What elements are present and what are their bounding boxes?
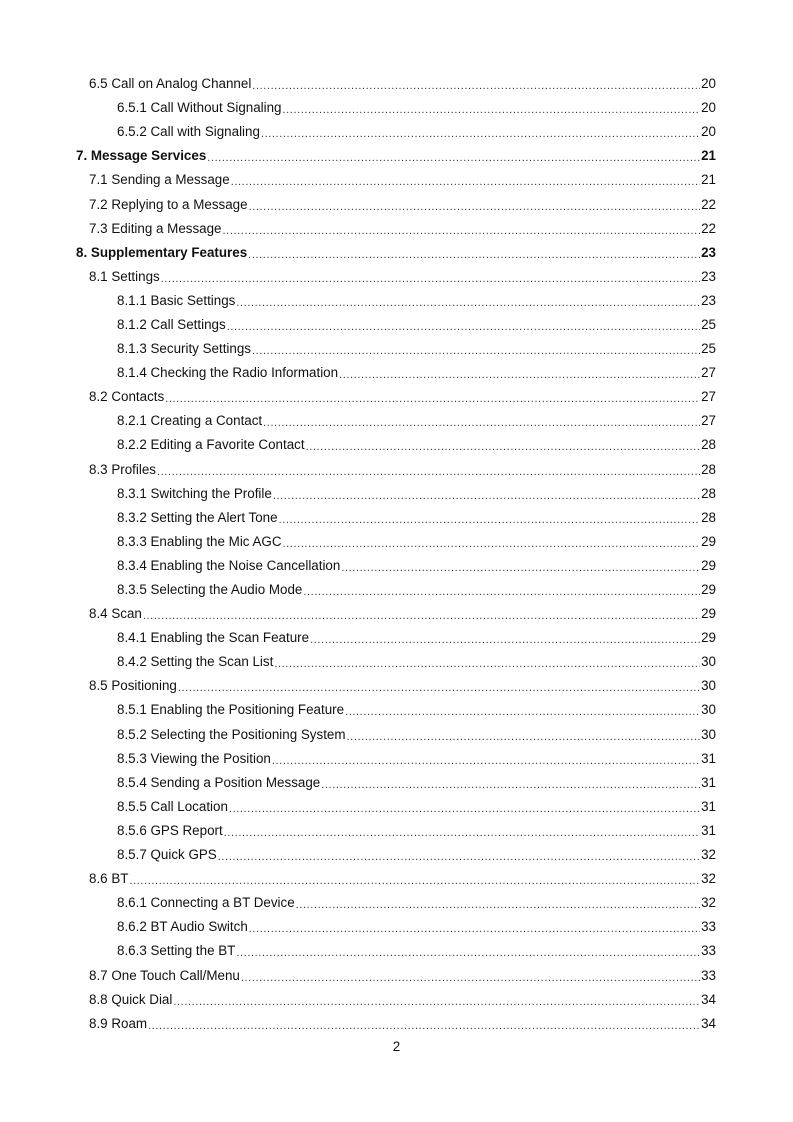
toc-entry-page: 20 bbox=[701, 76, 716, 92]
toc-entry[interactable] bbox=[0, 409, 793, 433]
toc-entry-title: 8.3.3 Enabling the Mic AGC bbox=[117, 533, 282, 549]
toc-entry-title: 8.5.4 Sending a Position Message bbox=[117, 774, 321, 790]
toc-entry-page: 34 bbox=[701, 1015, 716, 1031]
toc-entry-page: 28 bbox=[701, 461, 716, 477]
toc-entry-title: 7.3 Editing a Message bbox=[89, 220, 222, 236]
toc-entry[interactable] bbox=[0, 241, 793, 265]
toc-entry[interactable] bbox=[0, 120, 793, 144]
toc-entry-title: 8.5.7 Quick GPS bbox=[117, 847, 217, 863]
dot-leader bbox=[129, 867, 700, 891]
toc-entry-page: 29 bbox=[701, 630, 716, 646]
toc-entry-title: 8.4.1 Enabling the Scan Feature bbox=[117, 630, 310, 646]
toc-entry-page: 32 bbox=[701, 847, 716, 863]
toc-entry-title: 8.2.1 Creating a Contact bbox=[117, 413, 263, 429]
toc-entry-title: 8.3 Profiles bbox=[89, 461, 156, 477]
toc-entry-title: 8.3.1 Switching the Profile bbox=[117, 485, 272, 501]
toc-entry-title: 8.3.2 Setting the Alert Tone bbox=[117, 509, 278, 525]
toc-entry-page: 23 bbox=[701, 268, 716, 284]
dot-leader bbox=[229, 795, 700, 819]
toc-entry-page: 30 bbox=[701, 654, 716, 670]
toc-entry[interactable] bbox=[0, 578, 793, 602]
toc-entry-page: 34 bbox=[701, 991, 716, 1007]
dot-leader bbox=[165, 385, 700, 409]
dot-leader bbox=[345, 698, 700, 722]
dot-leader bbox=[241, 964, 700, 988]
toc-entry[interactable] bbox=[0, 289, 793, 313]
toc-entry[interactable] bbox=[0, 674, 793, 698]
dot-leader bbox=[252, 72, 700, 96]
toc-entry-page: 30 bbox=[701, 678, 716, 694]
toc-entry-page: 25 bbox=[701, 316, 716, 332]
toc-entry[interactable] bbox=[0, 482, 793, 506]
toc-entry-page: 27 bbox=[701, 365, 716, 381]
toc-entry[interactable] bbox=[0, 192, 793, 216]
dot-leader bbox=[218, 843, 700, 867]
toc-entry-title: 8.5.2 Selecting the Positioning System bbox=[117, 726, 346, 742]
toc-entry[interactable] bbox=[0, 458, 793, 482]
dot-leader bbox=[310, 626, 700, 650]
dot-leader bbox=[248, 241, 700, 265]
toc-entry-page: 33 bbox=[701, 919, 716, 935]
toc-entry-title: 8.7 One Touch Call/Menu bbox=[89, 967, 240, 983]
dot-leader bbox=[306, 433, 701, 457]
toc-entry-title: 8. Supplementary Features bbox=[76, 244, 248, 260]
toc-entry[interactable] bbox=[0, 915, 793, 939]
toc-entry[interactable] bbox=[0, 554, 793, 578]
toc-entry-page: 27 bbox=[701, 413, 716, 429]
toc-entry-title: 8.2 Contacts bbox=[89, 389, 165, 405]
toc-entry[interactable] bbox=[0, 96, 793, 120]
toc-entry-page: 32 bbox=[701, 871, 716, 887]
toc-entry-page: 31 bbox=[701, 774, 716, 790]
toc-entry-page: 29 bbox=[701, 533, 716, 549]
dot-leader bbox=[261, 120, 700, 144]
toc-entry[interactable] bbox=[0, 795, 793, 819]
toc-entry-page: 23 bbox=[701, 292, 716, 308]
toc-entry-page: 28 bbox=[701, 437, 716, 453]
dot-leader bbox=[279, 506, 701, 530]
dot-leader bbox=[249, 915, 700, 939]
toc-entry-page: 31 bbox=[701, 750, 716, 766]
toc-entry-title: 8.1.1 Basic Settings bbox=[117, 292, 236, 308]
table-of-contents bbox=[0, 72, 793, 1036]
dot-leader bbox=[236, 939, 700, 963]
toc-entry-title: 6.5.1 Call Without Signaling bbox=[117, 100, 282, 116]
toc-entry-page: 25 bbox=[701, 341, 716, 357]
dot-leader bbox=[274, 650, 700, 674]
toc-entry-title: 8.2.2 Editing a Favorite Contact bbox=[117, 437, 305, 453]
dot-leader bbox=[223, 217, 701, 241]
toc-entry-title: 8.5.6 GPS Report bbox=[117, 822, 223, 838]
toc-entry[interactable] bbox=[0, 168, 793, 192]
dot-leader bbox=[157, 458, 700, 482]
toc-entry[interactable] bbox=[0, 1012, 793, 1036]
toc-entry-title: 8.3.5 Selecting the Audio Mode bbox=[117, 582, 303, 598]
dot-leader bbox=[161, 265, 700, 289]
toc-entry[interactable] bbox=[0, 771, 793, 795]
toc-entry[interactable] bbox=[0, 313, 793, 337]
toc-entry-title: 8.6.3 Setting the BT bbox=[117, 943, 236, 959]
toc-entry[interactable] bbox=[0, 723, 793, 747]
dot-leader bbox=[252, 337, 700, 361]
toc-entry[interactable] bbox=[0, 988, 793, 1012]
toc-entry[interactable] bbox=[0, 867, 793, 891]
toc-entry-page: 29 bbox=[701, 606, 716, 622]
dot-leader bbox=[321, 771, 700, 795]
toc-entry[interactable] bbox=[0, 843, 793, 867]
toc-entry-page: 22 bbox=[701, 196, 716, 212]
toc-entry-page: 32 bbox=[701, 895, 716, 911]
dot-leader bbox=[173, 988, 700, 1012]
toc-entry-title: 8.5 Positioning bbox=[89, 678, 177, 694]
toc-entry-title: 8.6.2 BT Audio Switch bbox=[117, 919, 248, 935]
toc-entry-title: 8.5.3 Viewing the Position bbox=[117, 750, 271, 766]
dot-leader bbox=[227, 313, 700, 337]
toc-entry-title: 8.4.2 Setting the Scan List bbox=[117, 654, 274, 670]
toc-entry-page: 28 bbox=[701, 509, 716, 525]
toc-entry[interactable] bbox=[0, 72, 793, 96]
toc-entry-page: 33 bbox=[701, 943, 716, 959]
dot-leader bbox=[347, 723, 701, 747]
toc-entry[interactable] bbox=[0, 144, 793, 168]
page-number: 2 bbox=[392, 1039, 401, 1054]
dot-leader bbox=[283, 530, 701, 554]
toc-entry[interactable] bbox=[0, 698, 793, 722]
toc-entry-title: 8.5.1 Enabling the Positioning Feature bbox=[117, 702, 345, 718]
toc-entry-title: 7.1 Sending a Message bbox=[89, 172, 230, 188]
toc-entry-page: 27 bbox=[701, 389, 716, 405]
dot-leader bbox=[303, 578, 700, 602]
dot-leader bbox=[224, 819, 700, 843]
toc-entry[interactable] bbox=[0, 337, 793, 361]
toc-entry-page: 31 bbox=[701, 822, 716, 838]
toc-entry[interactable] bbox=[0, 939, 793, 963]
toc-entry[interactable] bbox=[0, 361, 793, 385]
toc-entry-title: 8.1.2 Call Settings bbox=[117, 316, 226, 332]
dot-leader bbox=[148, 1012, 700, 1036]
toc-entry[interactable] bbox=[0, 385, 793, 409]
toc-entry-title: 8.8 Quick Dial bbox=[89, 991, 173, 1007]
dot-leader bbox=[207, 144, 700, 168]
toc-entry[interactable] bbox=[0, 433, 793, 457]
toc-entry-page: 21 bbox=[701, 148, 716, 164]
toc-entry-page: 33 bbox=[701, 967, 716, 983]
toc-entry[interactable] bbox=[0, 217, 793, 241]
toc-entry-page: 29 bbox=[701, 557, 716, 573]
dot-leader bbox=[143, 602, 700, 626]
dot-leader bbox=[272, 747, 700, 771]
dot-leader bbox=[273, 482, 700, 506]
toc-entry-title: 8.5.5 Call Location bbox=[117, 798, 228, 814]
toc-entry-page: 30 bbox=[701, 702, 716, 718]
toc-entry[interactable] bbox=[0, 602, 793, 626]
toc-entry-page: 20 bbox=[701, 124, 716, 140]
toc-entry[interactable] bbox=[0, 626, 793, 650]
toc-entry-page: 28 bbox=[701, 485, 716, 501]
dot-leader bbox=[249, 193, 701, 217]
dot-leader bbox=[263, 409, 700, 433]
toc-entry-page: 30 bbox=[701, 726, 716, 742]
toc-entry-title: 8.4 Scan bbox=[89, 606, 142, 622]
toc-entry-page: 29 bbox=[701, 582, 716, 598]
toc-entry-page: 23 bbox=[701, 244, 716, 260]
toc-entry-title: 7.2 Replying to a Message bbox=[89, 196, 248, 212]
dot-leader bbox=[178, 674, 700, 698]
dot-leader bbox=[236, 289, 700, 313]
toc-entry-title: 6.5 Call on Analog Channel bbox=[89, 76, 252, 92]
dot-leader bbox=[283, 96, 701, 120]
dot-leader bbox=[231, 168, 700, 192]
toc-entry[interactable] bbox=[0, 530, 793, 554]
toc-entry[interactable] bbox=[0, 650, 793, 674]
toc-entry-page: 22 bbox=[701, 220, 716, 236]
toc-entry-title: 8.1.3 Security Settings bbox=[117, 341, 251, 357]
toc-entry-title: 8.1 Settings bbox=[89, 268, 160, 284]
toc-entry[interactable] bbox=[0, 891, 793, 915]
toc-entry-title: 7. Message Services bbox=[76, 148, 207, 164]
dot-leader bbox=[341, 554, 700, 578]
toc-entry-page: 21 bbox=[701, 172, 716, 188]
toc-entry-title: 8.6.1 Connecting a BT Device bbox=[117, 895, 295, 911]
toc-entry-title: 8.6 BT bbox=[89, 871, 129, 887]
dot-leader bbox=[296, 891, 700, 915]
toc-entry[interactable] bbox=[0, 506, 793, 530]
toc-entry[interactable] bbox=[0, 265, 793, 289]
toc-entry-page: 31 bbox=[701, 798, 716, 814]
toc-entry[interactable] bbox=[0, 963, 793, 987]
toc-entry-title: 8.3.4 Enabling the Noise Cancellation bbox=[117, 557, 341, 573]
toc-entry-page: 20 bbox=[701, 100, 716, 116]
toc-entry-title: 8.1.4 Checking the Radio Information bbox=[117, 365, 339, 381]
dot-leader bbox=[339, 361, 700, 385]
toc-entry[interactable] bbox=[0, 747, 793, 771]
toc-entry-title: 8.9 Roam bbox=[89, 1015, 148, 1031]
toc-entry[interactable] bbox=[0, 819, 793, 843]
toc-entry-title: 6.5.2 Call with Signaling bbox=[117, 124, 260, 140]
